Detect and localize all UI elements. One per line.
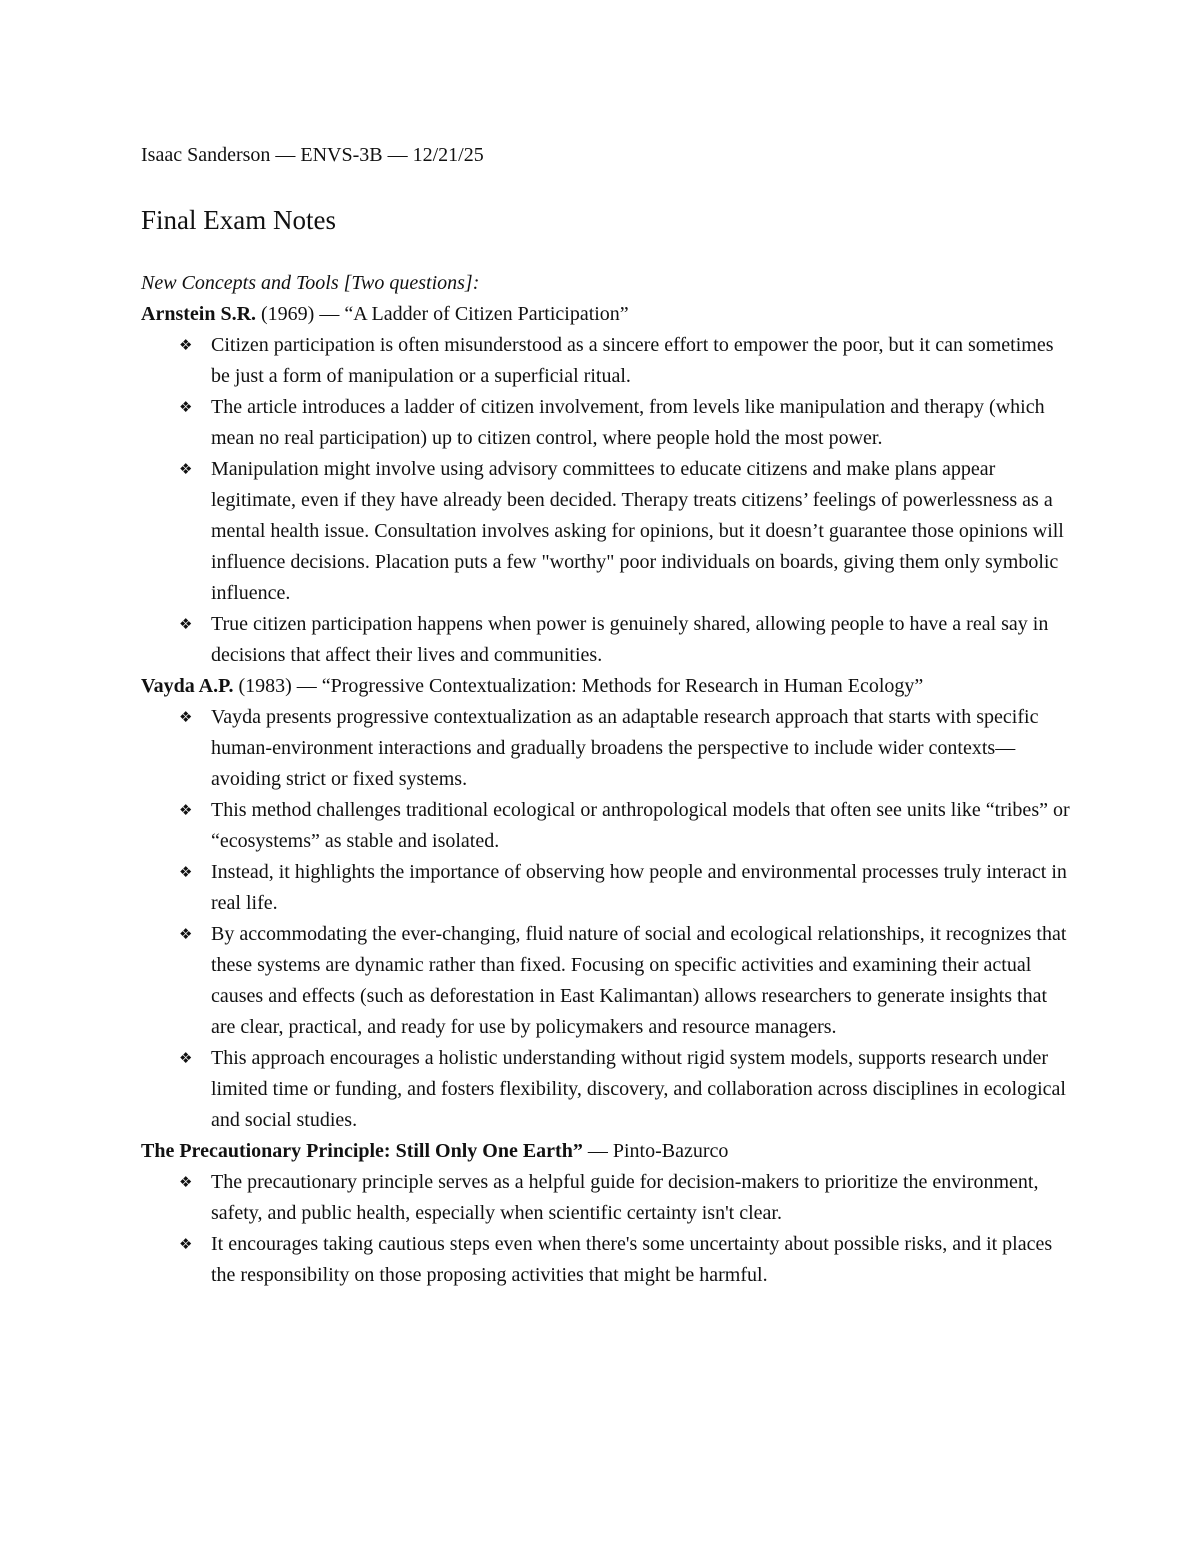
list-item [141,454,1071,609]
source-title: — Pinto-Bazurco [582,1140,729,1162]
list-item-text: It encourages taking cautious steps even when there's some uncertainty about possible risks, and it places the responsibility on those proposing activities that might be harmful. [211,1233,1053,1286]
diamond-bullet-icon: ❖ [179,863,193,881]
list-item [141,330,1071,392]
list-item-text: The precautionary principle serves as a helpful guide for decision-makers to prioritize the environment, safety, and public health, especially when scientific certainty isn't clear. [211,1171,1039,1224]
diamond-bullet-icon: ❖ [179,1235,193,1253]
list-item [141,392,1071,454]
source-citation [141,1136,1071,1167]
bullet-list [141,1167,1071,1291]
source-citation [141,671,1071,702]
list-item [141,609,1071,671]
list-item-text: True citizen participation happens when power is genuinely shared, allowing people to have a real say in decisions that affect their lives and communities. [211,613,1049,666]
source-author: Vayda A.P. [141,675,234,697]
document-page [141,140,1071,1291]
source-author: Arnstein S.R. [141,303,257,325]
list-item-text: By accommodating the ever-changing, fluid nature of social and ecological relationships, it recognizes that these systems are dynamic rather than fixed. Focusing on specific activities and examining their actual causes and effects (such as deforestation in East Kalimantan) allows researchers to generate insights that are clear, practical, and ready for use by policymakers and resource managers. [211,923,1067,1038]
diamond-bullet-icon: ❖ [179,460,193,478]
diamond-bullet-icon: ❖ [179,925,193,943]
diamond-bullet-icon: ❖ [179,615,193,633]
list-item [141,1167,1071,1229]
diamond-bullet-icon: ❖ [179,1049,193,1067]
list-item-text: This method challenges traditional ecological or anthropological models that often see units like “tribes” or “ecosystems” as stable and isolated. [211,799,1070,852]
list-item-text: Instead, it highlights the importance of observing how people and environmental processes truly interact in real life. [211,861,1067,914]
list-item [141,795,1071,857]
diamond-bullet-icon: ❖ [179,801,193,819]
diamond-bullet-icon: ❖ [179,708,193,726]
header-line: Isaac Sanderson — ENVS-3B — 12/21/25 [141,144,484,166]
list-item-text: Manipulation might involve using advisory committees to educate citizens and make plans appear legitimate, even if they have already been decided. Therapy treats citizens’ feelings of powerlessness as a mental health issue. Consultation involves asking for opinions, but it doesn’t guarantee those opinions will influence decisions. Placation puts a few "worthy" poor individuals on boards, giving them only symbolic influence. [211,458,1064,604]
diamond-bullet-icon: ❖ [179,398,193,416]
diamond-bullet-icon: ❖ [179,336,193,354]
list-item [141,1043,1071,1136]
document-title: Final Exam Notes [141,205,336,235]
source-title: (1969) — “A Ladder of Citizen Participation” [256,303,629,325]
section-heading: New Concepts and Tools [Two questions]: [141,272,480,294]
sources-list [141,299,1071,1291]
list-item [141,857,1071,919]
source-citation [141,299,1071,330]
source-author: The Precautionary Principle: Still Only One Earth” [141,1140,583,1162]
list-item-text: Citizen participation is often misunderstood as a sincere effort to empower the poor, but it can sometimes be just a form of manipulation or a superficial ritual. [211,334,1054,387]
source-title: (1983) — “Progressive Contextualization: Methods for Research in Human Ecology” [233,675,924,697]
list-item [141,1229,1071,1291]
list-item-text: Vayda presents progressive contextualization as an adaptable research approach that starts with specific human-environment interactions and gradually broadens the perspective to include wider contexts—avoiding strict or fixed systems. [211,706,1039,790]
bullet-list [141,330,1071,671]
bullet-list [141,702,1071,1136]
list-item-text: The article introduces a ladder of citizen involvement, from levels like manipulation and therapy (which mean no real participation) up to citizen control, where people hold the most power. [211,396,1045,449]
list-item-text: This approach encourages a holistic understanding without rigid system models, supports research under limited time or funding, and fosters flexibility, discovery, and collaboration across disciplines in ecological and social studies. [211,1047,1066,1131]
list-item [141,702,1071,795]
diamond-bullet-icon: ❖ [179,1173,193,1191]
list-item [141,919,1071,1043]
